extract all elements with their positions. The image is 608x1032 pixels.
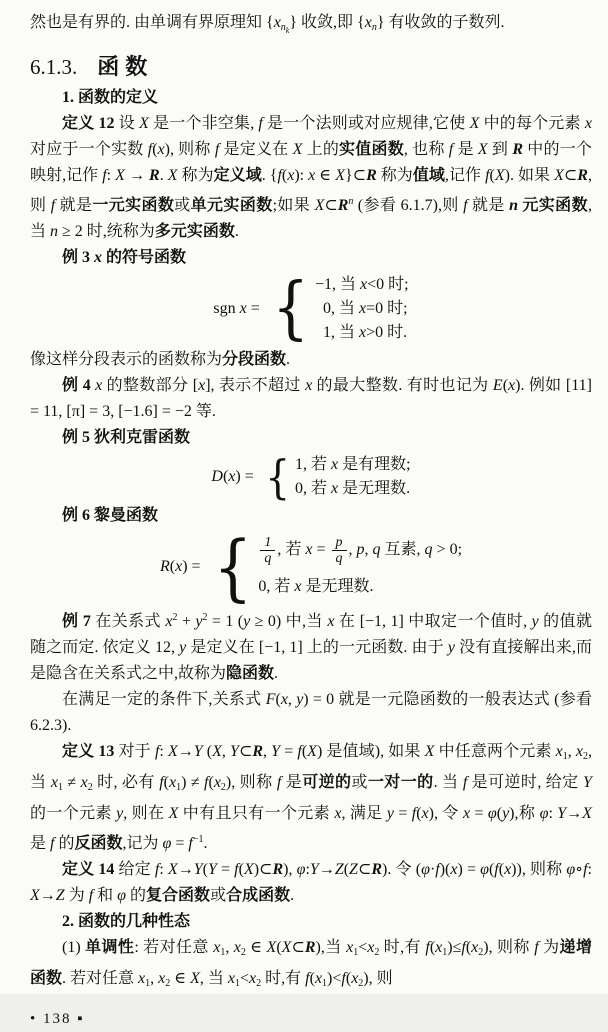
dirichlet-lhs: D(x) = (211, 468, 258, 485)
riemann-formula (30, 525, 592, 609)
example-4-paragraph: 例 4 x 的整数部分 [x], 表示不超过 x 的最大整数. 有时也记为 E(x). 例如 [11] = 11, [π] = 3, [−1.6] = −2 等. (30, 377, 592, 420)
dirichlet-formula (30, 450, 592, 504)
page-number: • 138 ▪ (30, 1011, 85, 1027)
left-brace-icon: { (212, 525, 252, 609)
subheading-function-definition: 1. 函数的定义 (62, 89, 159, 106)
sgn-formula (30, 269, 592, 348)
definition-12-paragraph: 定义 12 设 X 是一个非空集, f 是一个法则或对应规律,它使 X 中的每个元素 x 对应于一个实数 f(x), 则称 f 是定义在 X 上的实值函数, 也称 f 是 X 到 R 中的一个映射,记作 f: X → R. X 称为定义域. {f(x): x ∈ X}⊂R 称为值域,记作 f(X). 如果 X⊂R, 则 f 就是一元实函数或单元实函数;如果 $X\subset R^n$ (参看 6.1.7),则 f 就是 n 元实函数, 当 n ≥ 2 时,统称为多元实函数. (30, 115, 592, 240)
riemann-lhs: R(x) = (159, 558, 205, 575)
example-5-heading: 例 5 狄利克雷函数 (62, 429, 191, 446)
example-6-heading: 例 6 黎曼函数 (62, 507, 159, 524)
example-7-paragraph: 例 7 在关系式 $x^2 + y^2 = 1$ (y ≥ 0) 中,当 x 在 [−1, 1] 中取定一个值时, y 的值就随之而定. 依定义 12, y 是定义在 [−1, 1] 上的一元函数. 由于 y 没有直接解出来,而是隐含在关系式之中,故称为隐函数. (30, 612, 592, 682)
intro-line: 然也是有界的. 由单调有界原理知 $\{xn_k\}$ 收敛,即 {xn} 有收敛的子数列. (30, 14, 505, 35)
monotonicity-paragraph: (1) 单调性: 若对任意 x1, x2 ∈ X(X⊂R),当 x1<x2 时,有 f(x1)≤f(x2), 则称 f 为递增函数. 若对任意 x1, x2 ∈ X, 当 x1<x2 时,有 f(x1)<f(x2), 则 (30, 939, 592, 989)
definition-14-paragraph: 定义 14 给定 f: X→Y(Y = f(X)⊂R), φ:Y→Z(Z⊂R). 令 (φ·f)(x) = φ(f(x)), 则称 φ∘f: X→Z 为 f 和 φ 的复合函数或合成函数. (30, 861, 592, 904)
sgn-cases: −1, 当 x<0 时; 0, 当 x=0 时; 1, 当 x>0 时. (315, 276, 409, 341)
section-title: 函数 (97, 54, 154, 79)
section-heading (30, 54, 592, 80)
riemann-cases: $\frac{1}{q}$ , 若 x = $\frac{p}{q}$ , p, q 互素, q > 0; 0, 若 x 是无理数. (258, 535, 463, 595)
left-brace-icon: { (264, 450, 290, 504)
definition-13-paragraph: 定义 13 对于 f: X→Y (X, Y⊂R, Y = f(X) 是值域), 如果 X 中任意两个元素 x1, x2, 当 x1 ≠ x2 时, 必有 f(x1) ≠ f(x2), 则称 f 是可逆的或一对一的. 当 f 是可逆时, 给定 Y 的一个元素 y, 则在 X 中有且只有一个元素 x, 满足 y = f(x), 令 x = φ(y),称 φ: Y→X 是 f 的反函数,记为 $\varphi = f^{-1}$. (30, 743, 592, 852)
example-3-heading: 例 3 x 的符号函数 (62, 249, 187, 266)
left-brace-icon: { (271, 269, 309, 348)
section-number: 6.1.3. (30, 55, 78, 79)
implicit-expression-paragraph: 在满足一定的条件下,关系式 F(x, y) = 0 就是一元隐函数的一般表达式 (参看 6.2.3). (30, 691, 592, 734)
dirichlet-cases: 1, 若 x 是有理数; 0, 若 x 是无理数. (295, 456, 411, 497)
subheading-function-properties: 2. 函数的几种性态 (62, 913, 191, 930)
sgn-lhs: sgn x = (213, 300, 264, 317)
piecewise-note: 像这样分段表示的函数称为分段函数. (30, 351, 291, 368)
